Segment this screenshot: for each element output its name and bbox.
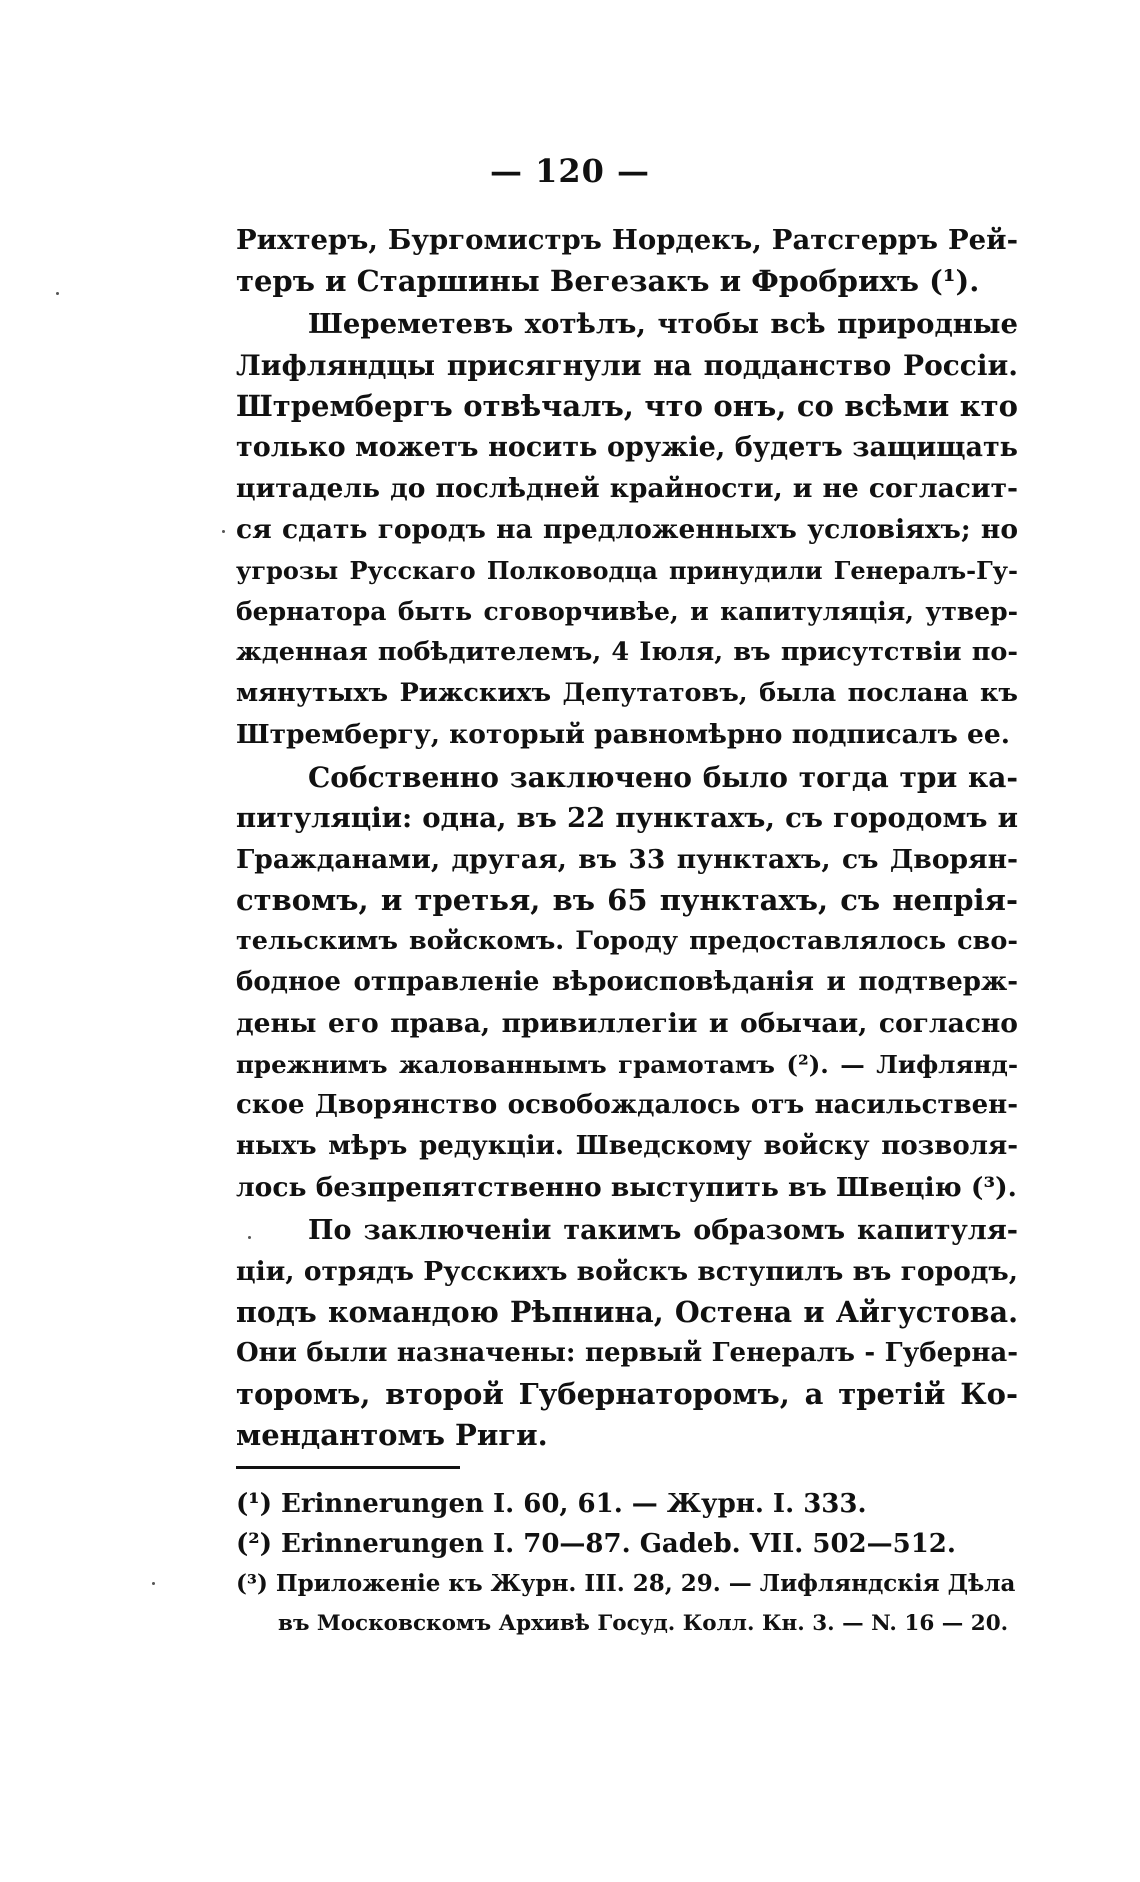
text-line: бернатора быть сговорчивѣе, и капитуляція, утвер-	[236, 597, 1018, 626]
text-line: угрозы Русскаго Полководца принудили Генералъ-Гу-	[236, 556, 1018, 585]
footnote-divider	[236, 1466, 460, 1469]
text-line: Собственно заключено было тогда три ка-	[308, 761, 1018, 794]
text-line: цитадель до послѣдней крайности, и не согласит-	[236, 473, 1018, 504]
text-line: По заключеніи такимъ образомъ капитуля-	[308, 1215, 1018, 1246]
footnotes	[236, 1484, 1018, 1644]
text-line: дены его права, привиллегіи и обычаи, согласно	[236, 1008, 1018, 1039]
text-line: ся сдать городъ на предложенныхъ условіяхъ; но	[236, 514, 1018, 545]
footnote-1: (¹) Erinnerungen I. 60, 61. — Журн. I. 333.	[236, 1489, 867, 1519]
scan-speck	[56, 292, 59, 295]
main-text	[236, 220, 1018, 1456]
text-line: теръ и Старшины Вегезакъ и Фробрихъ (¹).	[236, 264, 980, 298]
text-line: только можетъ носить оружіе, будетъ защищать	[236, 432, 1018, 463]
text-line: торомъ, второй Губернаторомъ, а третій Ко-	[236, 1377, 1018, 1411]
text-line: лось безпрепятственно выступить въ Швецію (³).	[236, 1172, 1017, 1203]
text-line: Гражданами, другая, въ 33 пунктахъ, съ Дворян-	[236, 844, 1018, 875]
text-line: Штрембергъ отвѣчалъ, что онъ, со всѣми кто	[236, 389, 1018, 423]
text-line: мендантомъ Риги.	[236, 1418, 548, 1452]
text-line: Штрембергу, который равномѣрно подписалъ ее.	[236, 719, 1010, 750]
text-line: питуляціи: одна, въ 22 пунктахъ, съ городомъ и	[236, 802, 1018, 834]
text-line: Шереметевъ хотѣлъ, чтобы всѣ природные	[308, 308, 1018, 340]
text-line: ціи, отрядъ Русскихъ войскъ вступилъ въ городъ,	[236, 1256, 1018, 1287]
text-line: жденная побѣдителемъ, 4 Іюля, въ присутствіи по-	[236, 637, 1018, 667]
scan-speck	[222, 530, 225, 533]
footnote-2: (²) Erinnerungen I. 70—87. Gadeb. VII. 502—512.	[236, 1529, 956, 1559]
text-line: подъ командою Рѣпнина, Остена и Айгустова.	[236, 1295, 1018, 1329]
footnote-3: (³) Приложеніе къ Журн. III. 28, 29. — Лифляндскія Дѣла	[236, 1570, 1016, 1597]
page-number: — 120 —	[489, 152, 651, 190]
text-line: ское Дворянство освобождалось отъ насильствен-	[236, 1090, 1018, 1120]
text-line: бодное отправленіе вѣроисповѣданія и подтверж-	[236, 967, 1018, 997]
text-line: Рихтеръ, Бургомистръ Нордекъ, Ратсгерръ Рей-	[236, 224, 1018, 256]
text-line: Лифляндцы присягнули на подданство Россіи.	[236, 349, 1018, 382]
text-line: тельскимъ войскомъ. Городу предоставлялось сво-	[236, 926, 1018, 956]
text-line: Они были назначены: первый Генералъ - Губерна-	[236, 1338, 1018, 1368]
text-line: мянутыхъ Рижскихъ Депутатовъ, была послана къ	[236, 678, 1018, 708]
text-line: прежнимъ жалованнымъ грамотамъ (²). — Лифлянд-	[236, 1050, 1018, 1079]
text-line: ныхъ мѣръ редукціи. Шведскому войску позволя-	[236, 1131, 1018, 1161]
footnote-3-continuation: въ Московскомъ Архивѣ Госуд. Колл. Кн. 3. — N. 16 — 20.	[278, 1611, 1009, 1636]
scan-speck	[152, 1582, 155, 1585]
scan-speck	[248, 1236, 251, 1239]
text-line: ствомъ, и третья, въ 65 пунктахъ, съ непрія-	[236, 883, 1018, 917]
